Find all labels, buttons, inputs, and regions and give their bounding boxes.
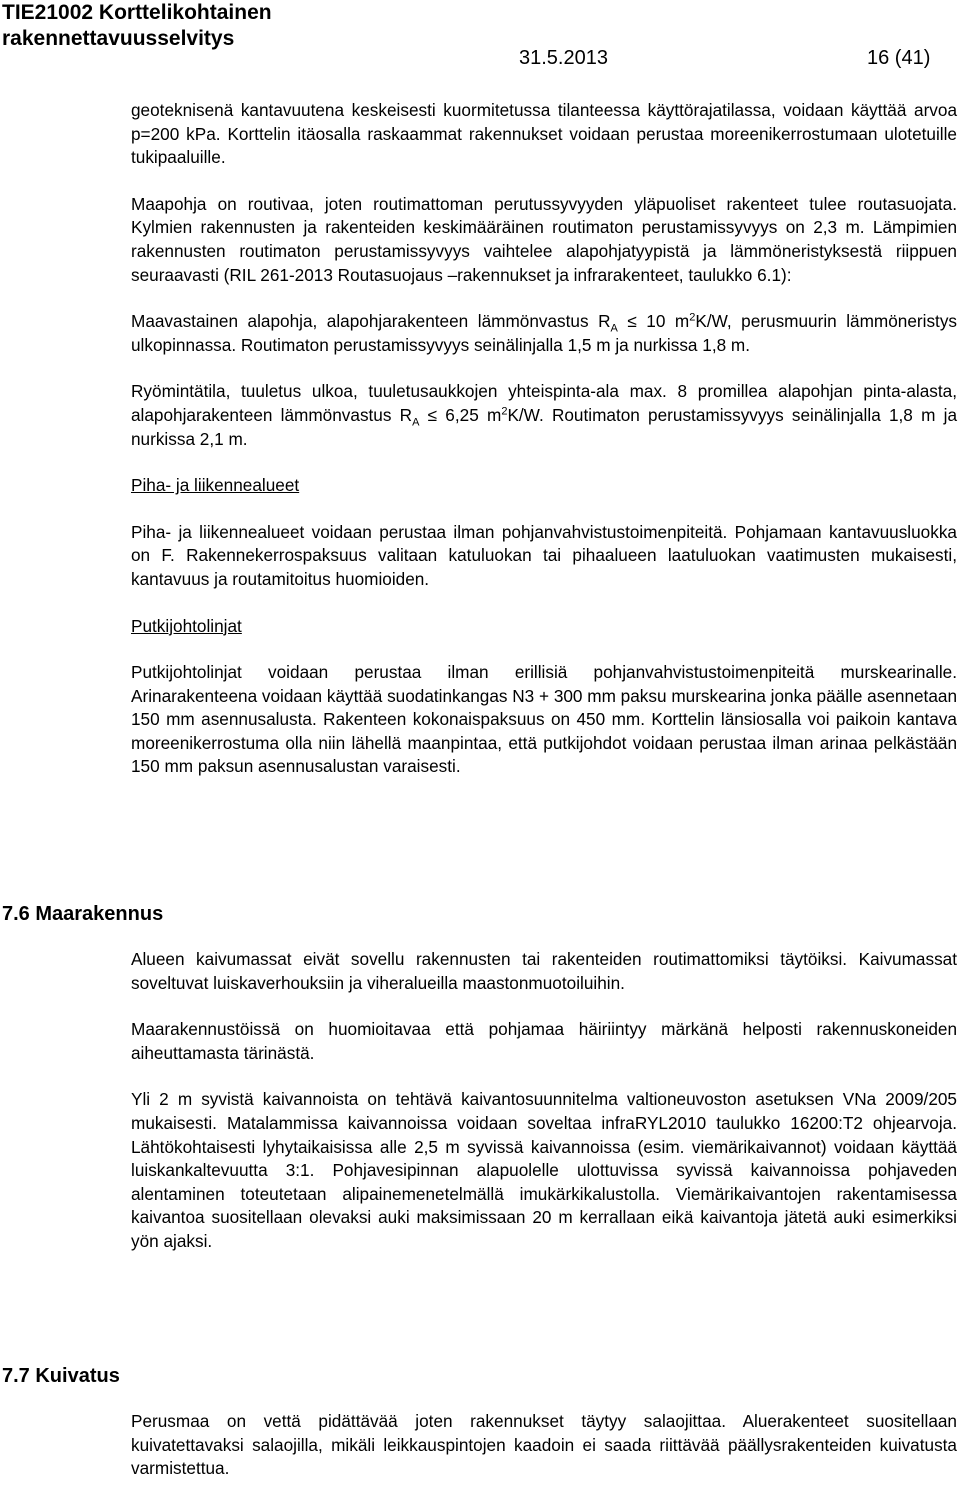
foundation-section — [131, 99, 957, 779]
paragraph-drainage: Perusmaa on vettä pidättävää joten rakennukset täytyy salaojittaa. Aluerakenteet suositellaan kuivatettavaksi salaojilla, mikäli leikkauspintojen kaadoin ei saada riittävää päällysrakenteiden kuivatusta varmistettua. — [131, 1411, 957, 1479]
paragraph-bearing-capacity: geoteknisenä kantavuutena keskeisesti kuormitetussa tilanteessa käyttörajatilassa, voidaan käyttää arvoa p=200 kPa. Korttelin itäosalla raskaammat rakennukset voidaan perustaa moreenikerrostumaan ulotetuille tukipaaluille. — [131, 100, 957, 168]
document-title-line-1: TIE21002 Korttelikohtainen — [2, 1, 272, 24]
paragraph-crawl-space: Ryömintätila, tuuletus ulkoa, tuuletusaukkojen yhteispinta-ala max. 8 promillea alapohjan pinta-alasta, alapohjarakenteen lämmönvastus $R_A \le 6,25$ $m^2K/W$. Routimaton perustamissyvyys seinälinjalla 1,8 m ja nurkissa 2,1 m. — [131, 381, 958, 449]
subheading-yard-traffic-areas: Piha- ja liikennealueet — [131, 475, 300, 496]
page-number: 16 (41) — [867, 47, 931, 69]
paragraph-pipelines: Putkijohtolinjat voidaan perustaa ilman erillisiä pohjanvahvistustoimenpiteitä murskearinalle. Arinarakenteena voidaan käyttää suodatinkangas N3 + 300 mm paksu murskearina jonka päälle asennetaan 150 mm asennusalusta. Rakenteen kokonaispaksuus on 450 mm. Korttelin länsiosalla voi paikoin kantava moreenikerrostuma olla niin lähellä maanpintaa, että putkijohdot voidaan perustaa ilman arinaa pelkästään 150 mm paksun asennusalustan varaisesti. — [131, 662, 958, 777]
paragraph-yard-traffic-areas: Piha- ja liikennealueet voidaan perustaa ilman pohjanvahvistustoimenpiteitä. Pohjamaan kantavuusluokka on F. Rakennekerrospaksuus valitaan katuluokan tai pihaalueen laatuluokan vaatimusten mukaisesti, kantavuus ja routamitoitus huomioiden. — [131, 521, 957, 589]
document-title — [2, 0, 272, 52]
subheading-pipelines: Putkijohtolinjat — [131, 615, 242, 636]
paragraph-ground-floor-slab: Maavastainen alapohja, alapohjarakenteen lämmönvastus $R_A \le 10$ $m^2K/W$, perusmuurin lämmöneristys ulkopinnassa. Routimaton perustamissyvyys seinälinjalla 1,5 m ja nurkissa 1,8 m. — [131, 311, 958, 355]
document-title-line-2: rakennettavuusselvitys — [2, 27, 235, 50]
section-heading-earthworks: 7.6 Maarakennus — [2, 903, 164, 925]
drainage-section — [131, 1410, 957, 1481]
paragraph-excavations: Yli 2 m syvistä kaivannoista on tehtävä kaivantosuunnitelma valtioneuvoston asetuksen VNa 2009/205 mukaisesti. Matalammissa kaivannoissa voidaan soveltaa infraRYL2010 taulukko 16200:T2 ohjearvoja. Lähtökohtaisesti lyhytaikaisissa alle 2,5 m syvissä kaivannoissa (esim. viemärikaivannot) voidaan käyttää luiskankaltevuutta 3:1. Pohjavesipinnan alapuolelle ulottuvissa syvissä kaivannoissa pohjaveden alentaminen toteutetaan alipainemenetelmällä imukärkikalustolla. Viemärikaivantojen rakentamisessa kaivantoa suositellaan olevaksi auki maksimissaan 20 m kerrallaan eikä kaivantoja jätetä auki esimerkiksi yön ajaksi. — [131, 1089, 957, 1251]
section-heading-drainage: 7.7 Kuivatus — [2, 1365, 120, 1387]
paragraph-frost-depth: Maapohja on routivaa, joten routimattoman perutussyvyyden yläpuoliset rakenteet tulee routasuojata. Kylmien rakennusten ja rakenteiden keskimääräinen routimaton perustamissyvyys on 2,3 m. Lämpimien rakennusten routimaton perustamissyvyys vaihtelee alapohjatyypistä ja lämmöneristyksestä riippuen seuraavasti (RIL 261-2013 Routasuojaus –rakennukset ja infrarakenteet, taulukko 6.1): — [131, 193, 957, 285]
earthworks-section — [131, 948, 957, 1254]
document-date: 31.5.2013 — [519, 47, 608, 69]
paragraph-vibration: Maarakennustöissä on huomioitavaa että pohjamaa häiriintyy märkänä helposti rakennuskoneiden aiheuttamasta tärinästä. — [131, 1019, 957, 1063]
paragraph-excavated-masses: Alueen kaivumassat eivät sovellu rakennusten tai rakenteiden routimattomiksi täytöiksi. Kaivumassat soveltuvat luiskaverhouksiin ja viheralueilla maastonmuotoiluihin. — [131, 949, 957, 993]
